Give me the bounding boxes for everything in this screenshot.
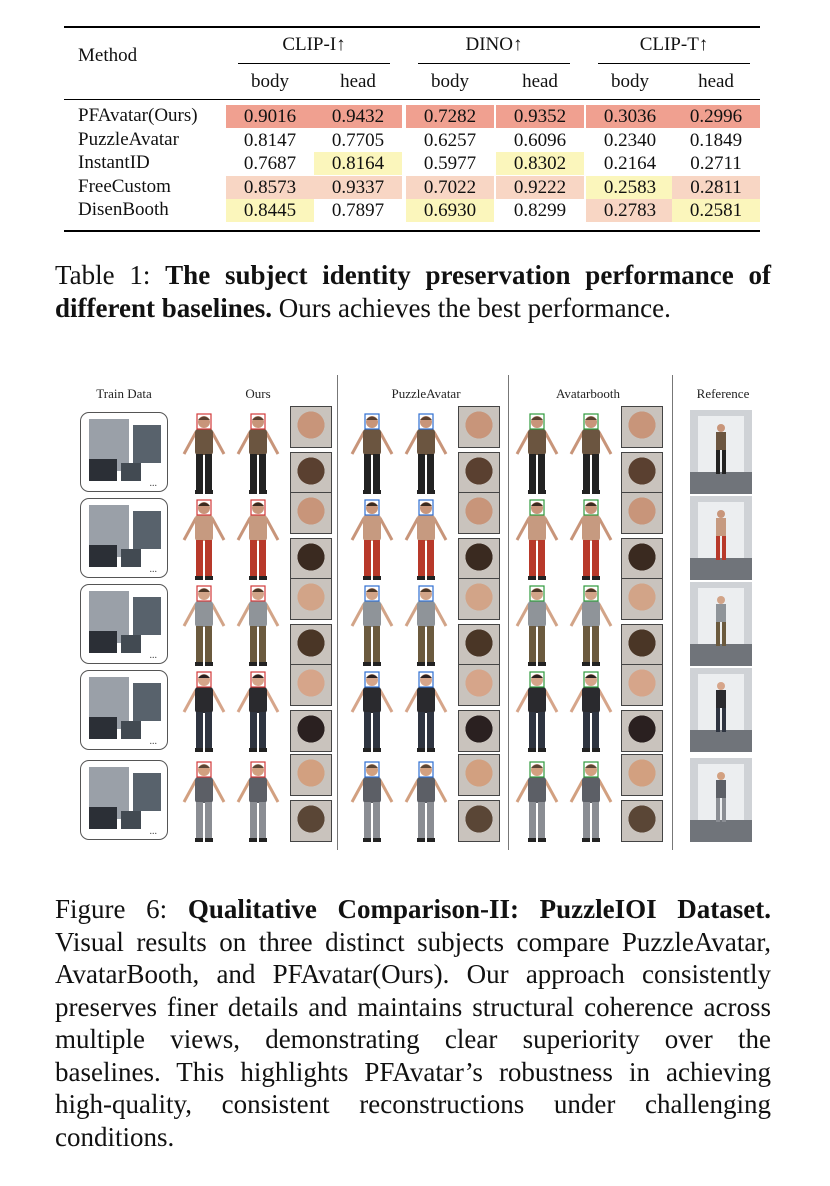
ellipsis-label: ... [149,478,157,489]
column-header-avatarbooth: Avatarbooth [555,386,621,401]
ours-detail-crop [290,710,332,752]
ellipsis-label: ... [149,736,157,747]
puzzleavatar-head-crop [458,492,500,534]
train-data-thumbnail [80,498,168,578]
table-value-cell: 0.5977 [406,152,494,175]
table-value-cell: 0.6930 [406,199,494,222]
table-method-cell: InstantID [78,152,150,173]
puzzleavatar-head-crop [458,754,500,796]
table-method-cell: FreeCustom [78,175,171,197]
avatarbooth-back-avatar [569,498,613,584]
table-value-cell: 0.9016 [226,105,314,128]
table-value-cell: 0.2581 [672,199,760,222]
column-divider [508,375,509,850]
table-caption [55,259,771,324]
column-header-puzzleavatar: PuzzleAvatar [391,386,461,401]
table-value-cell: 0.8147 [226,129,314,152]
column-header-train: Train Data [96,386,152,401]
avatarbooth-front-avatar [515,670,559,756]
ours-head-crop [290,754,332,796]
avatarbooth-detail-crop [621,538,663,580]
table-mid-rule [64,99,760,100]
ours-front-avatar [182,760,226,846]
avatarbooth-head-crop [621,664,663,706]
avatarbooth-head-crop [621,754,663,796]
puzzleavatar-detail-crop [458,538,500,580]
sub-header: head [340,71,376,92]
qualitative-figure [78,380,758,855]
avatarbooth-head-crop [621,406,663,448]
table-caption-text: Ours achieves the best performance. [278,292,671,323]
ours-detail-crop [290,800,332,842]
table-value-cell: 0.8164 [314,152,402,175]
group-header-clip-t: CLIP-T↑ [639,34,709,55]
table-method-cell: PFAvatar(Ours) [78,105,198,126]
ours-back-avatar [236,498,280,584]
avatarbooth-front-avatar [515,760,559,846]
table-top-rule [64,26,760,28]
avatarbooth-detail-crop [621,800,663,842]
sub-header: body [251,71,289,92]
avatarbooth-head-crop [621,492,663,534]
table-value-cell: 0.7022 [406,176,494,199]
avatarbooth-head-crop [621,578,663,620]
table-value-cell: 0.9337 [314,176,402,199]
figure-caption [55,893,771,1153]
avatarbooth-detail-crop [621,624,663,666]
table-value-cell: 0.2783 [586,199,674,222]
sub-header: head [522,71,558,92]
puzzleavatar-detail-crop [458,452,500,494]
table-value-cell: 0.1849 [672,129,760,152]
ours-detail-crop [290,538,332,580]
table-value-cell: 0.8302 [496,152,584,175]
puzzleavatar-front-avatar [350,760,394,846]
table-value-cell: 0.8573 [226,176,314,199]
ours-back-avatar [236,760,280,846]
group-header-clip-i: CLIP-I↑ [282,34,346,55]
train-data-thumbnail [80,584,168,664]
reference-person [690,582,752,666]
reference-person [690,496,752,580]
table-value-cell: 0.6096 [496,129,584,152]
avatarbooth-back-avatar [569,760,613,846]
puzzleavatar-head-crop [458,664,500,706]
table-value-cell: 0.7897 [314,199,402,222]
table-value-cell: 0.2583 [586,176,674,199]
group-header-dino: DINO↑ [465,34,523,55]
train-data-thumbnail [80,670,168,750]
ours-front-avatar [182,670,226,756]
avatarbooth-front-avatar [515,412,559,498]
puzzleavatar-front-avatar [350,498,394,584]
group-rule-clip-i [238,63,390,64]
ours-front-avatar [182,412,226,498]
puzzleavatar-front-avatar [350,584,394,670]
ours-detail-crop [290,624,332,666]
train-data-thumbnail [80,760,168,840]
sub-header: head [698,71,734,92]
avatarbooth-back-avatar [569,584,613,670]
reference-person [690,758,752,842]
ours-back-avatar [236,412,280,498]
puzzleavatar-detail-crop [458,800,500,842]
puzzleavatar-detail-crop [458,624,500,666]
table-value-cell: 0.8299 [496,199,584,222]
table-value-cell: 0.7282 [406,105,494,128]
table-value-cell: 0.9432 [314,105,402,128]
group-rule-clip-t [598,63,750,64]
table-value-cell: 0.2340 [586,129,674,152]
puzzleavatar-back-avatar [404,760,448,846]
ours-detail-crop [290,452,332,494]
train-data-thumbnail [80,412,168,492]
puzzleavatar-front-avatar [350,412,394,498]
ours-head-crop [290,406,332,448]
sub-header: body [431,71,469,92]
puzzleavatar-back-avatar [404,412,448,498]
avatarbooth-back-avatar [569,670,613,756]
table-value-cell: 0.9352 [496,105,584,128]
reference-person [690,410,752,494]
ours-head-crop [290,664,332,706]
ours-front-avatar [182,498,226,584]
avatarbooth-detail-crop [621,710,663,752]
table-value-cell: 0.8445 [226,199,314,222]
ours-head-crop [290,578,332,620]
column-divider [337,375,338,850]
puzzleavatar-back-avatar [404,670,448,756]
puzzleavatar-detail-crop [458,710,500,752]
table-value-cell: 0.7687 [226,152,314,175]
figure-caption-label: Figure 6: [55,894,168,924]
puzzleavatar-front-avatar [350,670,394,756]
ours-back-avatar [236,670,280,756]
avatarbooth-front-avatar [515,584,559,670]
table-caption-label: Table 1: [55,260,151,290]
table-value-cell: 0.6257 [406,129,494,152]
avatarbooth-front-avatar [515,498,559,584]
table-value-cell: 0.2811 [672,176,760,199]
ellipsis-label: ... [149,650,157,661]
avatarbooth-back-avatar [569,412,613,498]
puzzleavatar-back-avatar [404,498,448,584]
figure-caption-text: Visual results on three distinct subjects compare PuzzleAvatar, AvatarBooth, and PFAvatar(Ours). Our approach consistently preserves finer details and maintains structural coherence across multiple views, demonstrating clear superiority over the baselines. This highlights PFAvatar’s robustness in achieving high-quality, consistent reconstructions under challenging conditions. [55,926,771,1152]
table-bottom-rule [64,230,760,232]
method-header: Method [78,45,138,66]
group-rule-dino [418,63,570,64]
column-divider [672,375,673,850]
puzzleavatar-head-crop [458,406,500,448]
figure-caption-bold: Qualitative Comparison-II: PuzzleIOI Dataset. [187,894,772,924]
table-value-cell: 0.9222 [496,176,584,199]
table-value-cell: 0.3036 [586,105,674,128]
avatarbooth-detail-crop [621,452,663,494]
puzzleavatar-back-avatar [404,584,448,670]
reference-person [690,668,752,752]
table-value-cell: 0.7705 [314,129,402,152]
ellipsis-label: ... [149,826,157,837]
ours-head-crop [290,492,332,534]
column-header-ours: Ours [245,386,271,401]
table-method-cell: DisenBooth [78,199,169,220]
sub-header: body [611,71,649,92]
table-method-cell: PuzzleAvatar [78,128,179,150]
ellipsis-label: ... [149,564,157,575]
table-value-cell: 0.2711 [672,152,760,175]
column-header-reference: Reference [696,386,750,401]
ours-front-avatar [182,584,226,670]
table-caption-bold: The subject identity preservation performance of different baselines. [55,260,772,323]
table-value-cell: 0.2996 [672,105,760,128]
ours-back-avatar [236,584,280,670]
table-value-cell: 0.2164 [586,152,674,175]
puzzleavatar-head-crop [458,578,500,620]
